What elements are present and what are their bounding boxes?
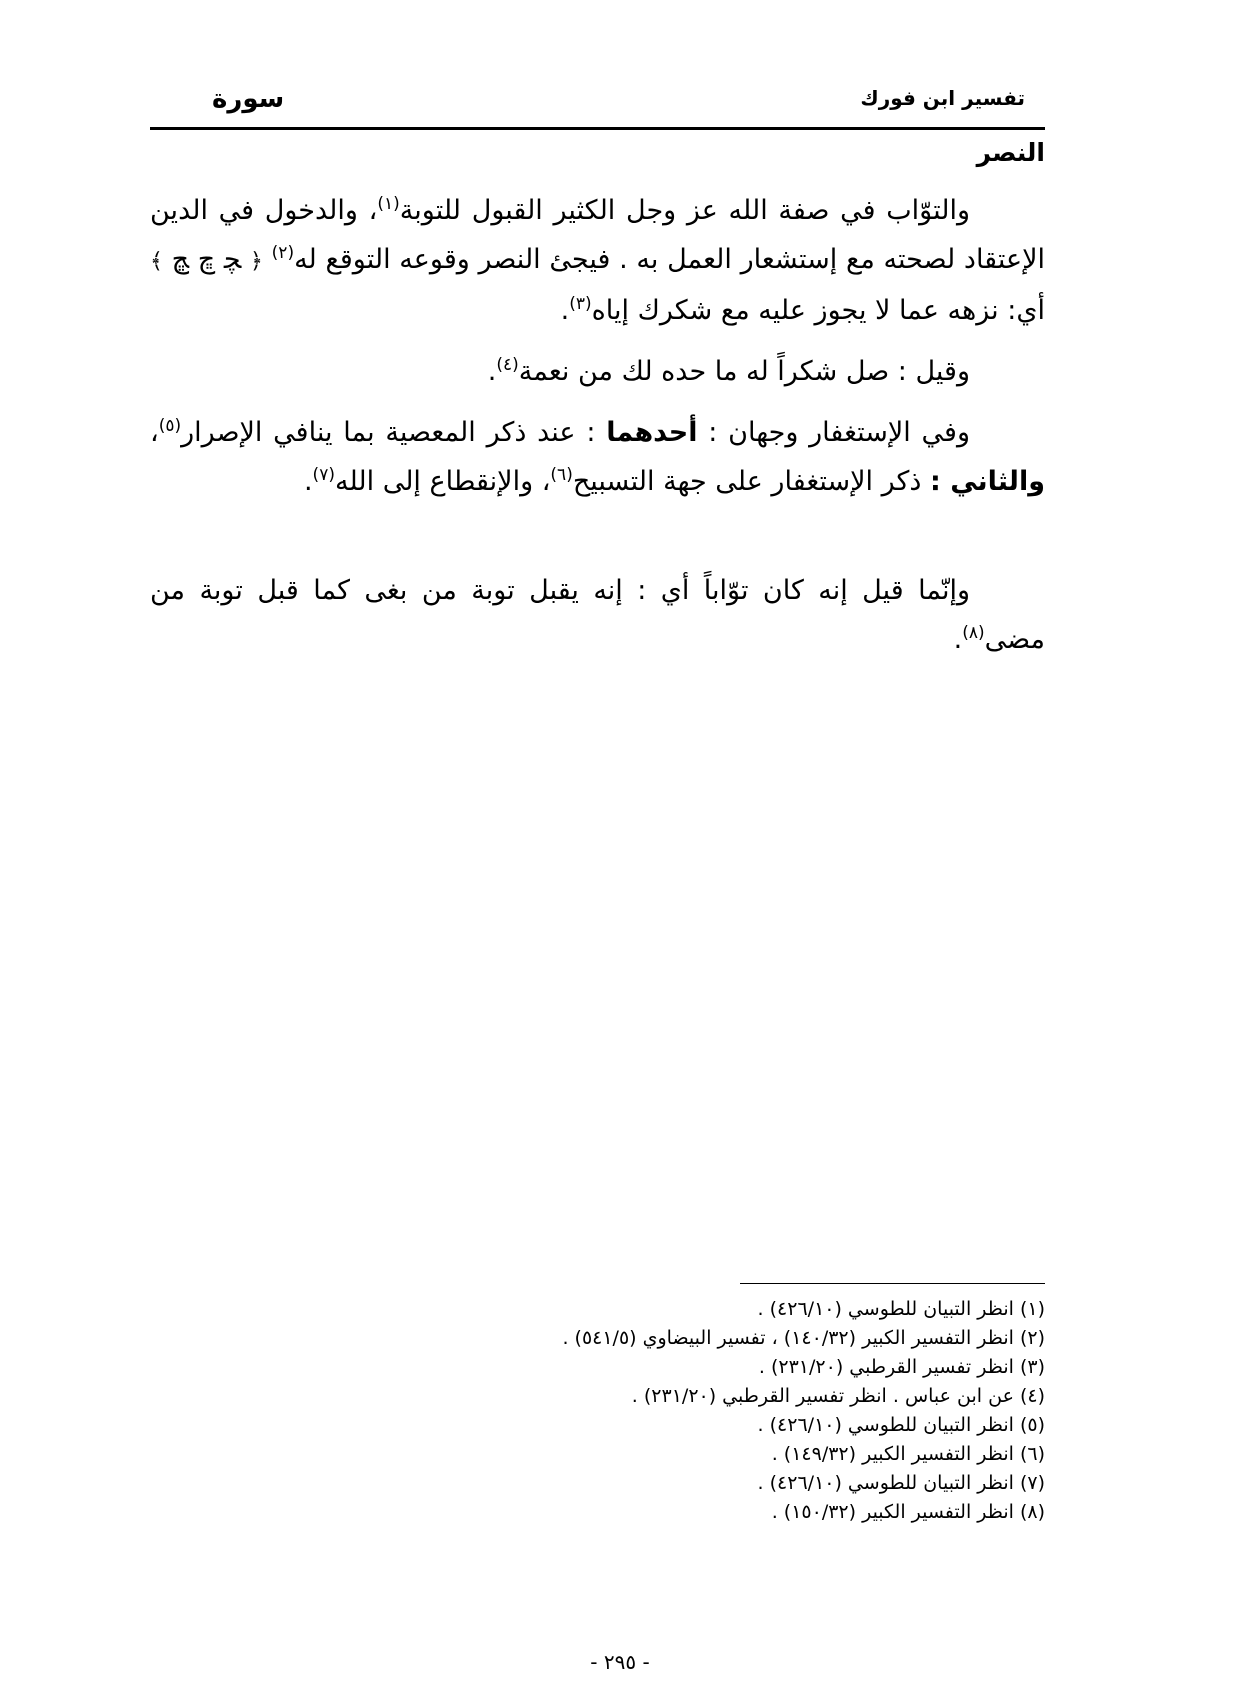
- p3-text-a: وفي الإستغفار وجهان :: [697, 417, 970, 448]
- surah-label: سورة: [212, 84, 285, 114]
- footnote-7: (٧) انظر التبيان للطوسي (٤٢٦/١٠) .: [757, 1472, 1045, 1494]
- p3-text-e: ، والإنقطاع إلى الله: [334, 466, 551, 497]
- footnote-8: (٨) انظر التفسير الكبير (١٥٠/٣٢) .: [771, 1501, 1045, 1523]
- p3-bold-first: أحدهما: [606, 417, 698, 448]
- running-header: [150, 82, 1045, 124]
- p1-text-d: .: [560, 295, 570, 326]
- p1-text-c: أي: نزهه عما لا يجوز عليه مع شكرك إياه: [591, 295, 1045, 326]
- footnote-ref-1[interactable]: (١): [377, 194, 400, 214]
- p1-text-a: والتوّاب في صفة الله عز وجل الكثير القبول للتوبة: [399, 195, 970, 226]
- p2-text-a: وقيل : صل شكراً له ما حده لك من نعمة: [518, 356, 970, 387]
- p2-text-b: .: [487, 356, 497, 387]
- p1-text-b: ، والدخول في الدين الإعتقاد لصحته مع إستشعار العمل به . فيجئ النصر وقوعه التوقع له: [150, 195, 1045, 275]
- quran-bracket-close: ﴾: [150, 249, 163, 274]
- book-title: تفسير ابن فورك: [860, 86, 1025, 110]
- footnote-3: (٣) انظر تفسير القرطبي (٢٣١/٢٠) .: [758, 1356, 1045, 1378]
- footnote-ref-6[interactable]: (٦): [550, 465, 573, 485]
- footnote-ref-3[interactable]: (٣): [569, 294, 592, 314]
- header-rule: [150, 127, 1045, 130]
- p3-text-d: ذكر الإستغفار على جهة التسبيح: [572, 466, 930, 497]
- p3-text-b: : عند ذكر المعصية بما ينافي الإصرار: [181, 417, 607, 448]
- footnote-ref-8[interactable]: (٨): [962, 623, 985, 643]
- p3-text-c: ،: [150, 417, 159, 448]
- p3-text-f: .: [303, 466, 313, 497]
- footnote-separator: [740, 1283, 1045, 1284]
- footnote-5: (٥) انظر التبيان للطوسي (٤٢٦/١٠) .: [757, 1414, 1045, 1436]
- quran-bracket-open: ﴿: [250, 249, 263, 274]
- footnote-ref-2[interactable]: (٢): [271, 243, 295, 263]
- p4-text-a: وإنّما قيل إنه كان توّاباً أي : إنه يقبل توبة من بغى كما قبل توبة من مضى: [150, 575, 1045, 655]
- footnote-ref-7[interactable]: (٧): [312, 465, 335, 485]
- main-text: [150, 186, 1045, 664]
- page-number: - ٢٩٥ -: [590, 1650, 650, 1674]
- paragraph-3: [150, 408, 1045, 506]
- footnote-ref-5[interactable]: (٥): [158, 416, 182, 436]
- footnote-2: (٢) انظر التفسير الكبير (١٤٠/٣٢) ، تفسير البيضاوي (٥٤١/٥) .: [562, 1327, 1045, 1349]
- footnotes: [150, 1295, 1045, 1527]
- footnote-4: (٤) عن ابن عباس . انظر تفسير القرطبي (٢٣١/٢٠) .: [631, 1385, 1045, 1407]
- paragraph-2: [150, 347, 1045, 396]
- footnote-6: (٦) انظر التفسير الكبير (١٤٩/٣٢) .: [771, 1443, 1045, 1465]
- paragraph-4: [150, 566, 1045, 664]
- p4-text-b: .: [953, 624, 963, 655]
- surah-name: النصر: [976, 138, 1045, 167]
- paragraph-1: [150, 186, 1045, 335]
- footnote-1: (١) انظر التبيان للطوسي (٤٢٦/١٠) .: [757, 1298, 1045, 1320]
- quran-verse: ﭽ ﭾ ﭿ: [171, 244, 242, 275]
- p3-bold-second: والثاني :: [930, 466, 1045, 497]
- footnote-ref-4[interactable]: (٤): [496, 355, 519, 375]
